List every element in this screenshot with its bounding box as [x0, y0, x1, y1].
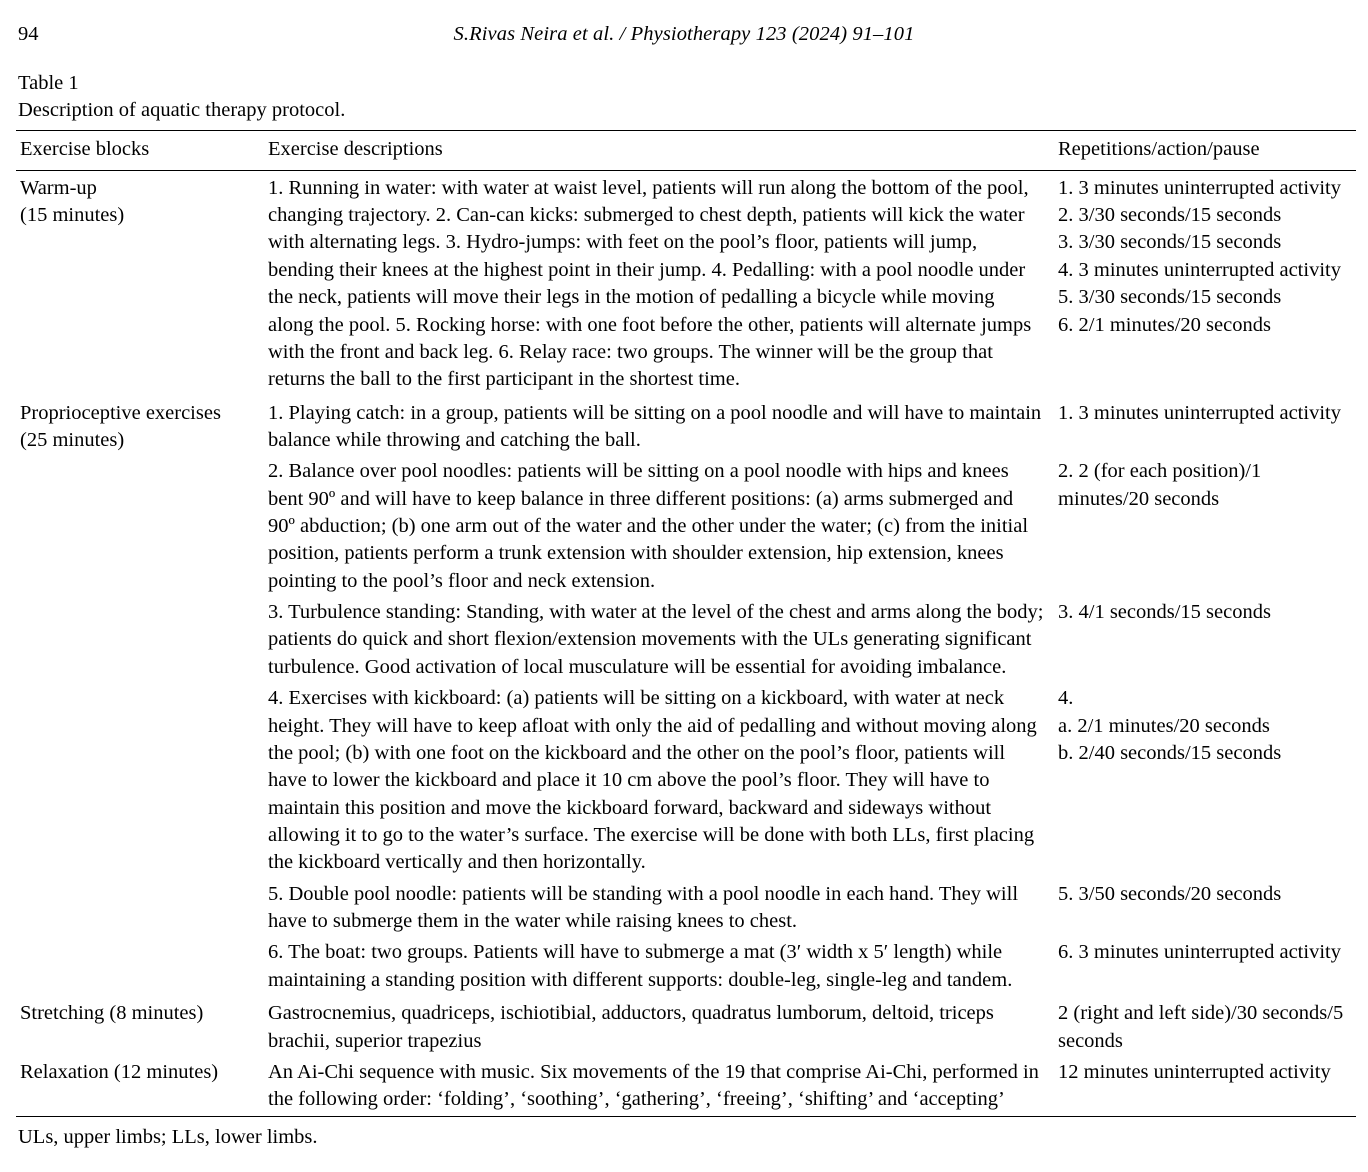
description-cell: 5. Double pool noodle: patients will be standing with a pool noodle in each hand. They will have to submerge them in the water while raising knees to chest. [268, 882, 1019, 933]
block-cell [16, 1057, 264, 1116]
repetition-line: 4. 3 minutes uninterrupted activity [1058, 258, 1341, 281]
table-header-row [16, 131, 1356, 171]
table-body [16, 170, 1356, 1116]
description-cell: 6. The boat: two groups. Patients will have to submerge a mat (3′ width x 5′ length) while maintaining a standing position with different supports: double-leg, single-leg and tandem. [268, 941, 1013, 991]
description-cell: 4. Exercises with kickboard: (a) patients will be sitting on a kickboard, with water at neck height. They will have to keep afloat with only the aid of pedalling and without moving along the pool; (b) with one foot on the kickboard and the other on the pool’s floor, patients will have to lower the kickboard and place it 10 cm above the pool’s floor. They will have to maintain this position and move the kickboard forward, backward and sideways without allowing it to go to the water’s surface. The exercise will be done with both LLs, first placing the kickboard vertically and then horizontally. [268, 687, 1037, 874]
table-row [16, 879, 1356, 938]
repetition-line: 5. 3/30 seconds/15 seconds [1058, 286, 1282, 309]
block-cell [16, 170, 264, 395]
repetition-line: 6. 2/1 minutes/20 seconds [1058, 313, 1271, 336]
block-cell-empty [16, 456, 264, 597]
repetition-line: 4. [1058, 687, 1074, 710]
repetitions-cell [1054, 597, 1356, 683]
repetition-line: 3. 3/30 seconds/15 seconds [1058, 231, 1282, 254]
description-cell: An Ai-Chi sequence with music. Six movements of the 19 that comprise Ai-Chi, performed in the following order: ‘folding’, ‘soothing’, ‘gathering’, ‘freeing’, ‘shifting’ and ‘accepting’ [264, 1057, 1054, 1116]
repetitions-cell [1054, 937, 1356, 996]
block-title: Proprioceptive exercises [20, 401, 221, 424]
journal-running-title: S.Rivas Neira et al. / Physiotherapy 123 (2024) 91–101 [453, 23, 915, 45]
repetitions-cell [1054, 396, 1356, 457]
block-title: Warm-up [20, 176, 97, 199]
repetition-line: a. 2/1 minutes/20 seconds [1058, 714, 1270, 737]
description-cell: 3. Turbulence standing: Standing, with water at the level of the chest and arms along the body; patients do quick and short flexion/extension movements with the ULs generating significant turbulence. Good activation of local musculature will be essential for avoiding imbalance. [268, 601, 1044, 678]
description-cell: 1. Playing catch: in a group, patients will be sitting on a pool noodle and will have to maintain balance while throwing and catching the ball. [268, 401, 1042, 451]
table-row [16, 683, 1356, 879]
repetition-line: 5. 3/50 seconds/20 seconds [1058, 882, 1282, 905]
block-cell-empty [16, 683, 264, 879]
table-caption-text: Description of aquatic therapy protocol. [18, 99, 346, 122]
table-number: Table 1 [18, 72, 79, 94]
page-number: 94 [18, 23, 39, 45]
table-row [16, 996, 1356, 1057]
repetition-line: 1. 3 minutes uninterrupted activity [1058, 401, 1341, 424]
block-duration: (15 minutes) [20, 204, 125, 227]
repetitions-cell [1054, 1057, 1356, 1116]
repetition-line: 12 minutes uninterrupted activity [1058, 1060, 1331, 1083]
table-head [16, 131, 1356, 171]
block-cell [16, 996, 264, 1057]
repetition-line: 2 (right and left side)/30 seconds/5 seconds [1058, 1002, 1344, 1052]
repetition-line: 2. 3/30 seconds/15 seconds [1058, 204, 1282, 227]
repetitions-cell [1054, 456, 1356, 597]
repetition-line: 3. 4/1 seconds/15 seconds [1058, 601, 1271, 624]
repetitions-cell [1054, 170, 1356, 395]
repetition-line: 2. 2 (for each position)/1 minutes/20 seconds [1058, 460, 1262, 510]
repetitions-cell [1054, 683, 1356, 879]
block-cell-empty [16, 597, 264, 683]
repetitions-cell [1054, 879, 1356, 938]
table-caption [18, 70, 1354, 124]
block-cell-empty [16, 879, 264, 938]
table-footnote: ULs, upper limbs; LLs, lower limbs. [18, 1125, 318, 1148]
block-title: Stretching (8 minutes) [20, 1002, 204, 1025]
block-duration: (25 minutes) [20, 428, 125, 451]
table-row [16, 170, 1356, 395]
block-cell [16, 396, 264, 457]
description-cell: 1. Running in water: with water at waist level, patients will run along the bottom of the pool, changing trajectory. 2. Can-can kicks: submerged to chest depth, patients will kick the water with alternating legs. 3. Hydro-jumps: with feet on the pool’s floor, patients will jump, bending their knees at the highest point in their jump. 4. Pedalling: with a pool noodle under the neck, patients will move their legs in the motion of pedalling a bicycle while moving along the pool. 5. Rocking horse: with one foot before the other, patients will alternate jumps with the front and back leg. 6. Relay race: two groups. The winner will be the group that returns the ball to the first participant in the shortest time. [264, 170, 1054, 395]
table-row [16, 597, 1356, 683]
repetitions-cell [1054, 996, 1356, 1057]
table-row [16, 456, 1356, 597]
column-header-repetitions: Repetitions/action/pause [1054, 131, 1356, 171]
column-header-exercise-descriptions: Exercise descriptions [264, 131, 1054, 171]
table-row [16, 1057, 1356, 1116]
running-head [14, 18, 1354, 52]
description-cell: Gastrocnemius, quadriceps, ischiotibial, adductors, quadratus lumborum, deltoid, triceps brachii, superior trapezius [268, 1002, 994, 1052]
block-cell-empty [16, 937, 264, 996]
repetition-line: 6. 3 minutes uninterrupted activity [1058, 941, 1341, 964]
column-header-exercise-blocks: Exercise blocks [16, 131, 264, 171]
repetition-line: b. 2/40 seconds/15 seconds [1058, 741, 1282, 764]
repetition-line: 1. 3 minutes uninterrupted activity [1058, 176, 1341, 199]
aquatic-therapy-protocol-table [16, 130, 1356, 1117]
description-cell: 2. Balance over pool noodles: patients will be sitting on a pool noodle with hips and knees bent 90º and will have to keep balance in three different positions: (a) arms submerged and 90º abduction; (b) one arm out of the water and the other under the water; (c) from the initial position, patients perform a trunk extension with shoulder extension, hip extension, knees pointing to the pool’s floor and neck extension. [268, 460, 1029, 592]
block-title: Relaxation (12 minutes) [20, 1060, 219, 1083]
table-row [16, 396, 1356, 457]
table-row [16, 937, 1356, 996]
